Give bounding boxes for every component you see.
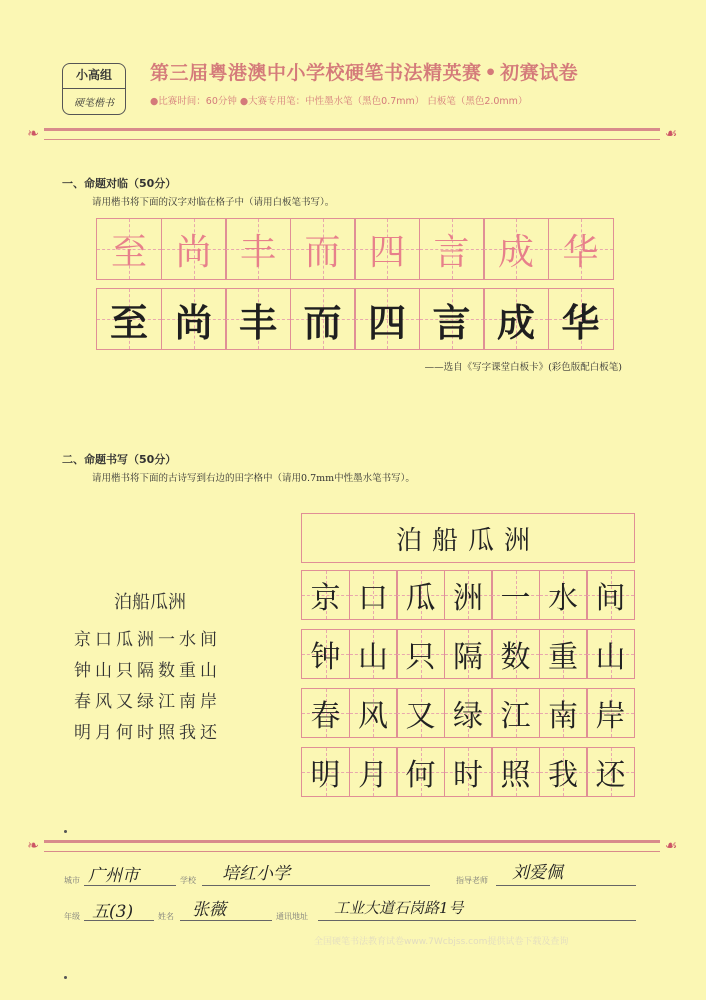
name-line <box>180 920 272 921</box>
section2-instruction: 请用楷书将下面的古诗写到右边的田字格中（请用0.7mm中性墨水笔书写）。 <box>92 473 415 484</box>
handwritten-char-cell <box>96 288 162 350</box>
practice-cell <box>301 688 350 738</box>
handwritten-char-cell <box>161 288 227 350</box>
practice-cell <box>349 747 398 797</box>
practice-cell-char: 南 <box>548 699 578 734</box>
practice-cell-char: 京 <box>310 581 341 616</box>
practice-cell <box>491 747 540 797</box>
practice-cell-char: 还 <box>595 758 626 793</box>
practice-cell-char: 岸 <box>595 699 626 734</box>
school-line <box>202 885 430 886</box>
school-label: 学校 <box>180 876 196 885</box>
poem-line: 钟山只隔数重山 <box>74 661 221 681</box>
scroll-ornament-icon: ❧ <box>27 838 39 854</box>
practice-cell <box>586 570 635 620</box>
practice-cell <box>491 688 540 738</box>
poem-line: 京口瓜洲一水间 <box>74 630 221 650</box>
practice-cell-char: 山 <box>595 640 626 675</box>
handwritten-char-grid <box>96 288 612 350</box>
practice-cell-char: 口 <box>358 581 388 616</box>
handwritten-char-cell <box>419 288 485 350</box>
model-char-cell <box>161 218 227 280</box>
badge-group-label: 小高组 <box>75 68 112 82</box>
practice-cell-char: 风 <box>358 699 388 734</box>
badge-divider <box>63 88 125 89</box>
practice-cell-char: 洲 <box>453 581 483 616</box>
practice-cell-char: 瓜 <box>405 581 436 616</box>
handwritten-char-cell-char: 至 <box>109 299 148 345</box>
practice-cell <box>444 688 493 738</box>
practice-cell <box>396 570 445 620</box>
handwritten-char-cell <box>290 288 356 350</box>
handwritten-char-cell <box>483 288 549 350</box>
practice-cell-char: 隔 <box>453 640 483 675</box>
practice-cell-char: 钟 <box>310 640 341 675</box>
handwritten-char-cell-char: 华 <box>561 299 600 345</box>
practice-cell-char: 我 <box>548 758 578 793</box>
practice-cell <box>586 747 635 797</box>
handwritten-char-cell-char: 丰 <box>238 299 277 345</box>
handwritten-char-cell <box>225 288 291 350</box>
model-char-cell-char: 华 <box>562 231 599 273</box>
model-char-cell <box>354 218 420 280</box>
scroll-ornament-icon: ☙ <box>664 126 678 142</box>
scroll-ornament-icon: ❧ <box>27 126 39 142</box>
school-value: 培红小学 <box>222 864 290 884</box>
model-char-cell-char: 至 <box>110 231 147 273</box>
model-char-cell <box>290 218 356 280</box>
grade-value: 五(3) <box>92 902 134 922</box>
section1-instruction: 请用楷书将下面的汉字对临在格子中（请用白板笔书写）。 <box>92 197 335 208</box>
teacher-line <box>496 885 636 886</box>
practice-cell-char: 水 <box>548 581 578 616</box>
page-title <box>150 58 660 85</box>
address-label: 通讯地址 <box>276 912 308 921</box>
practice-cell <box>396 629 445 679</box>
poem-line: 明月何时照我还 <box>74 723 221 743</box>
city-line <box>84 885 176 886</box>
title-main: 第三届粤港澳中小学校硬笔书法精英赛 <box>150 62 482 84</box>
practice-cell <box>349 570 398 620</box>
handwritten-char-cell-char: 四 <box>367 299 406 345</box>
scroll-ornament-icon: ☙ <box>664 838 678 854</box>
model-char-cell <box>225 218 291 280</box>
practice-cell-char: 明 <box>310 758 341 793</box>
handwritten-char-cell-char: 成 <box>496 299 535 345</box>
model-char-cell <box>419 218 485 280</box>
handwritten-char-cell-char: 言 <box>432 299 471 345</box>
address-line <box>318 920 636 921</box>
model-char-cell-char: 言 <box>433 231 470 273</box>
model-char-cell <box>483 218 549 280</box>
practice-cell <box>491 570 540 620</box>
practice-cell <box>444 747 493 797</box>
stray-mark <box>64 976 67 979</box>
practice-cell <box>539 688 588 738</box>
practice-cell <box>444 570 493 620</box>
poem-line: 春风又绿江南岸 <box>74 692 221 712</box>
practice-cell <box>301 629 350 679</box>
source-note: ——选自《写字课堂白板卡》(彩色版配白板笔) <box>424 362 622 373</box>
practice-cell-char: 江 <box>500 699 531 734</box>
header-divider <box>44 128 660 140</box>
practice-cell-char: 只 <box>405 640 436 675</box>
model-char-cell-char: 丰 <box>239 231 276 273</box>
section2-heading: 二、命题书写（50分） <box>62 453 177 466</box>
teacher-label: 指导老师 <box>456 876 488 885</box>
grade-label: 年级 <box>64 912 80 921</box>
practice-cell-char: 重 <box>548 640 578 675</box>
practice-cell-char: 山 <box>358 640 388 675</box>
model-char-grid <box>96 218 612 280</box>
practice-cell <box>586 629 635 679</box>
title-end: 初赛试卷 <box>500 62 579 84</box>
practice-cell-char: 照 <box>500 758 531 793</box>
footer-divider <box>44 840 660 852</box>
practice-cell <box>586 688 635 738</box>
handwritten-char-cell-char: 尚 <box>174 299 213 345</box>
practice-cell-char: 一 <box>500 581 531 616</box>
name-label: 姓名 <box>158 912 174 921</box>
written-poem-title: 泊船瓜洲 <box>301 513 635 563</box>
practice-row <box>301 629 634 679</box>
name-value: 张薇 <box>192 900 226 920</box>
model-char-cell-char: 四 <box>368 231 405 273</box>
practice-cell <box>396 688 445 738</box>
practice-cell <box>301 570 350 620</box>
handwritten-char-cell <box>354 288 420 350</box>
practice-row <box>301 570 634 620</box>
model-char-cell <box>548 218 614 280</box>
model-char-cell-char: 成 <box>497 231 534 273</box>
practice-cell <box>539 747 588 797</box>
practice-cell <box>301 747 350 797</box>
practice-cell-char: 数 <box>500 640 531 675</box>
practice-cell <box>349 688 398 738</box>
model-char-cell <box>96 218 162 280</box>
stray-mark <box>64 830 67 833</box>
practice-cell <box>491 629 540 679</box>
practice-cell <box>539 570 588 620</box>
practice-cell <box>539 629 588 679</box>
practice-row <box>301 688 634 738</box>
practice-cell <box>396 747 445 797</box>
title-separator: • <box>484 62 498 84</box>
exam-rules-subtitle: ●比赛时间：60分钟 ●大赛专用笔：中性墨水笔（黑色0.7mm） 白板笔（黑色2.0mm） <box>150 96 528 107</box>
practice-cell-char: 时 <box>453 758 483 793</box>
grade-line <box>84 920 154 921</box>
practice-cell-char: 月 <box>358 758 388 793</box>
practice-cell-char: 绿 <box>453 699 483 734</box>
section1-heading: 一、命题对临（50分） <box>62 177 177 190</box>
address-value: 工业大道石岗路1号 <box>334 899 464 917</box>
model-char-cell-char: 而 <box>304 231 341 273</box>
model-char-cell-char: 尚 <box>175 231 212 273</box>
practice-row <box>301 747 634 797</box>
practice-cell-char: 何 <box>405 758 436 793</box>
poem-title: 泊船瓜洲 <box>114 592 186 613</box>
practice-cell-char: 又 <box>405 699 436 734</box>
badge-style-label: 硬笔楷书 <box>74 98 114 109</box>
practice-cell-char: 春 <box>310 699 341 734</box>
practice-cell <box>444 629 493 679</box>
group-badge <box>62 63 126 115</box>
practice-cell-char: 间 <box>595 581 626 616</box>
practice-cell <box>349 629 398 679</box>
teacher-value: 刘爱佩 <box>512 863 563 883</box>
handwritten-char-cell <box>548 288 614 350</box>
city-value: 广州市 <box>88 866 139 886</box>
watermark-text: 全国硬笔书法教育试卷www.7Wcbjss.com提供试卷下载及查询 <box>314 937 569 947</box>
handwritten-char-cell-char: 而 <box>303 299 342 345</box>
city-label: 城市 <box>64 876 80 885</box>
